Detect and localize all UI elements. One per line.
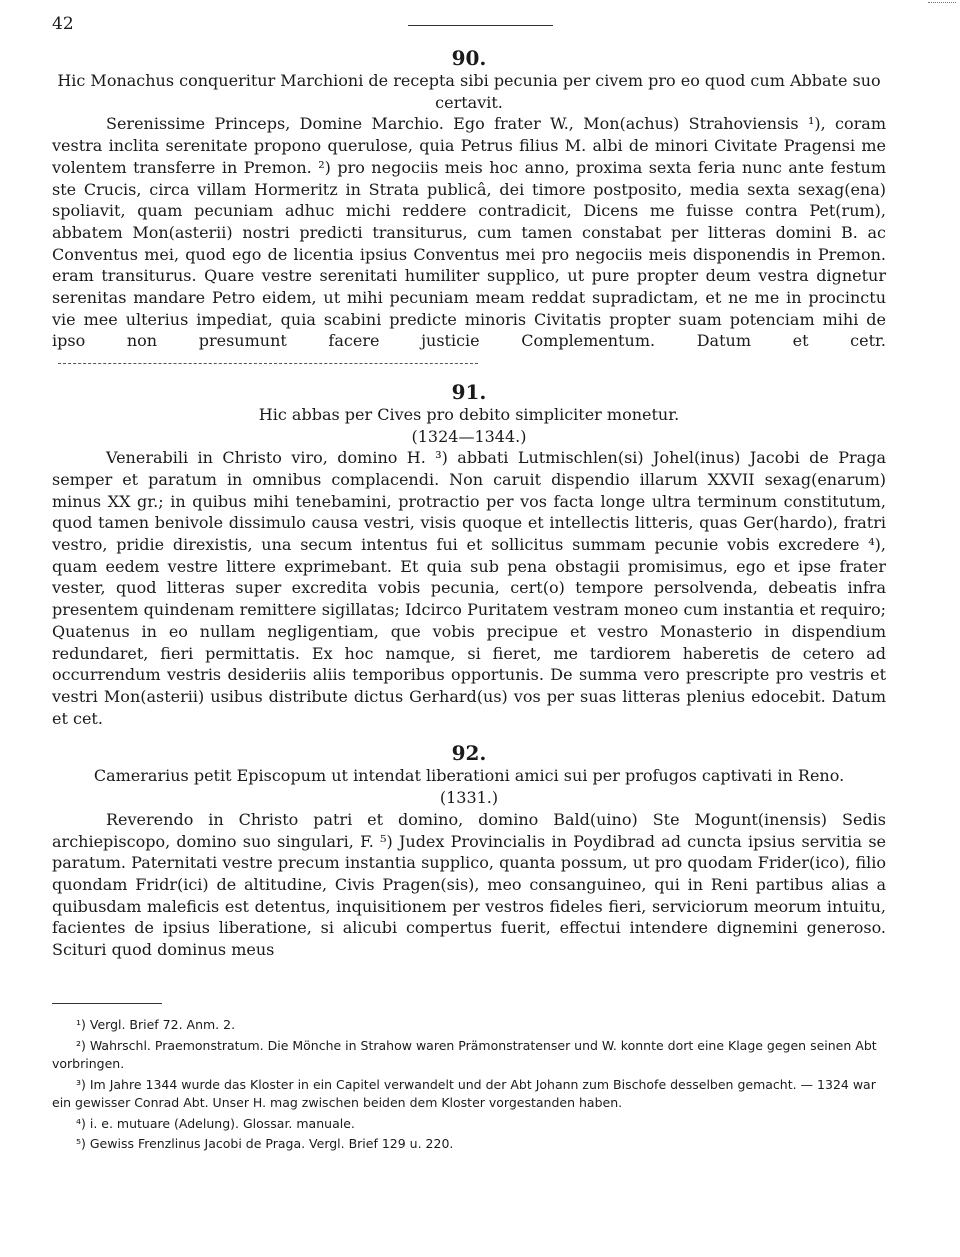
letter-title: Hic Monachus conqueritur Marchioni de recepta sibi pecunia per civem pro eo quod cum Abbate suo certavit. xyxy=(57,71,881,112)
corner-mark xyxy=(928,2,956,3)
letter-text: Reverendo in Christo patri et domino, domino Bald(uino) Ste Mogunt(inensis) Sedis archiepiscopo, domino suo singulari, F. ⁵) Judex Provincialis in Poydibrad ad cuncta ipsius servitia se paratum. Paternitati vestre precum instantia supplico, quanta possum, ut pro quodam Frider(ico), filio quondam Fridr(ici) de altitudine, Civis Pragen(sis), meo consanguineo, qui in Reni partibus alias a quibusdam maleficis est detentus, inquisitionem per vestros fideles fieri, serviciorum meorum intuitu, facientes de ipsius liberatione, si alicubi compertus fuerit, effectui intendere dignemini generoso. Scituri quod dominus meus xyxy=(52,809,886,960)
letter-number: 91. xyxy=(451,379,487,404)
footnote: ⁵) Gewiss Frenzlinus Jacobi de Praga. Vergl. Brief 129 u. 220. xyxy=(76,1136,454,1151)
footnote-rule xyxy=(52,1003,162,1004)
letter-text: Serenissime Princeps, Domine Marchio. Ego frater W., Mon(achus) Strahoviensis ¹), coram vestra inclita serenitate propono querulose, quia Petrus filius M. albi de minori Civitate Pragensi me volentem transferre in Premon. ²) pro negociis meis hoc anno, proxima sexta feria nunc ante festum ste Crucis, circa villam Hormeritz in Strata publicâ, dei timore postposito, media sexta sexag(ena) spoliavit, quam pecuniam adhuc michi reddere contradicit, Dicens me fuisse contra Pet(rum), abbatem Mon(asterii) nostri predicti transiturus, cum tamen constabat per litteras domini B. ac Conventus mei, quod ego de licentia ipsius Conventus mei pro negociis meis disponendis in Premon. eram transiturus. Quare vestre serenitati humiliter supplico, ut pure propter deum vestra dignetur serenitas mandare Petro eidem, ut mihi pecuniam meam reddat supradictam, et ne me in procinctu vie mee ulterius impediat, quia scabini predicte minoris Civitatis propter suam potenciam mihi de ipso non presumunt facere justicie Complementum. Datum et cetr. xyxy=(52,113,886,373)
letter-text: Venerabili in Christo viro, domino H. ³) abbati Lutmischlen(si) Johel(inus) Jacobi de Praga semper et paratum in omnibus complacendi. Non caruit dispendio illarum XXVII sexag(enarum) minus XX gr.; in quibus mihi tenebamini, protractio per vos facta longe ultra terminum constitutum, quod tamen benivole dissimulo causa vestri, visis quoque et intellectis litteris, quas Ger(hardo), fratri vestro, pridie direxistis, una secum intentus fui et sollicitus summam pecunie vobis excredere ⁴), quam eedem vestre littere exprimebant. Et quia sub pena obstagii promisimus, ego et ipse frater vester, quod litteras super excredita vobis pecunia, cert(o) tempore persolvenda, debeatis infra presentem quindenam remittere sigillatas; Idcirco Puritatem vestram moneo cum instantia et requiro; Quatenus in eo nullam negligentiam, que vobis precipue et vestro Monasterio in dispendium redundaret, fieri permittatis. Ex hoc namque, si fieret, me tardiorem haberetis de cetero ad occurrendum vestris desideriis aliis temporibus opportunis. De summa vero prescripte pro vestris et vestri Mon(asterii) usibus distribute dictus Gerhard(us) vos per suas litteras plenius edocebit. Datum et cet. xyxy=(52,448,886,728)
footnote: ³) Im Jahre 1344 wurde das Kloster in ein Capitel verwandelt und der Abt Johann zum Bischofe desselben gemacht. — 1324 war ein gewisser Conrad Abt. Unser H. mag zwischen beiden dem Kloster vorgestanden haben. xyxy=(52,1076,876,1110)
letter-90 xyxy=(52,46,886,374)
letter-title: Camerarius petit Episcopum ut intendat liberationi amici sui per profugos captivati in Reno. xyxy=(93,766,845,786)
letter-number: 92. xyxy=(451,741,487,766)
end-rule xyxy=(58,363,478,364)
letter-92 xyxy=(52,741,886,960)
letter-number: 90. xyxy=(451,46,487,70)
footnote: ¹) Vergl. Brief 72. Anm. 2. xyxy=(76,1017,236,1032)
footnote: ²) Wahrschl. Praemonstratum. Die Mönche in Strahow waren Prämonstratenser und W. konnte dort eine Klage gegen seinen Abt vorbringen. xyxy=(52,1037,877,1071)
letter-date: (1331.) xyxy=(439,788,499,808)
header-rule xyxy=(408,25,553,26)
footnote: ⁴) i. e. mutuare (Adelung). Glossar. manuale. xyxy=(76,1115,355,1131)
letters-body xyxy=(52,40,886,961)
letter-title: Hic abbas per Cives pro debito simpliciter monetur. xyxy=(258,404,680,424)
letter-date: (1324—1344.) xyxy=(411,426,527,446)
footnotes xyxy=(52,1016,886,1156)
page-number: 42 xyxy=(52,14,74,34)
letter-91 xyxy=(52,380,886,730)
